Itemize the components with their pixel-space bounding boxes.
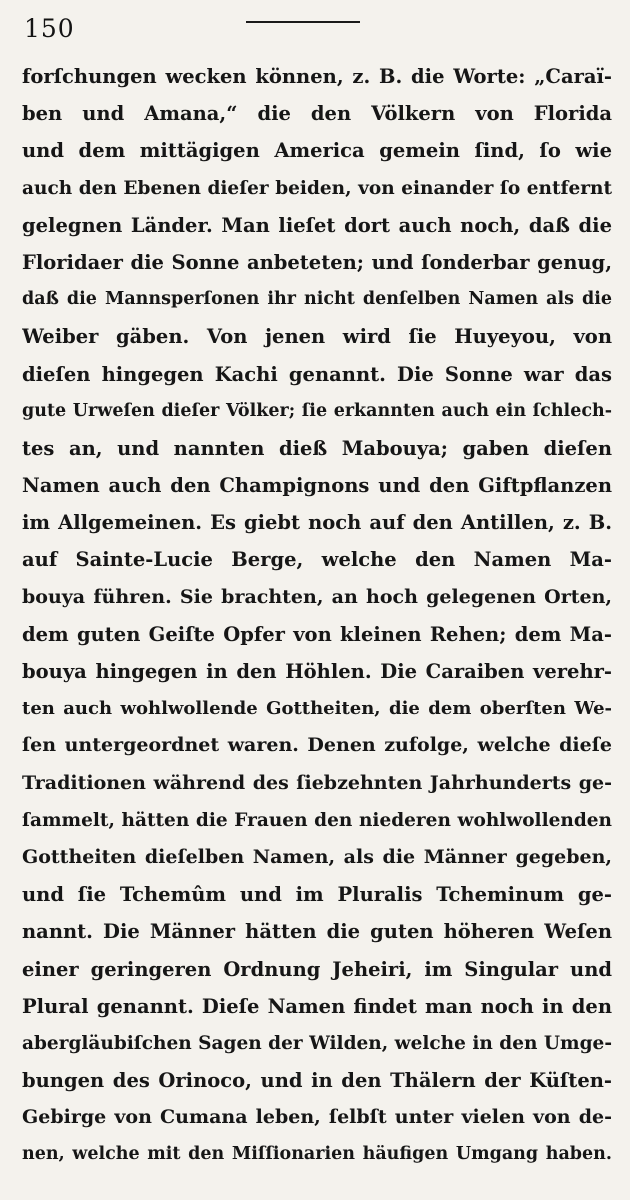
- text-line: Gebirge von Cumana leben, ſelbſt unter vielen von de-: [22, 1106, 612, 1129]
- text-line: nannt. Die Männer hätten die guten höheren Weſen: [22, 920, 612, 944]
- text-line: tes an, und nannten dieß Mabouya; gaben dieſen: [22, 436, 612, 460]
- text-line: forſchungen wecken können, z. B. die Worte: „Caraï-: [22, 65, 612, 88]
- text-line: Weiber gäben. Von jenen wird ſie Huyeyou, von: [22, 325, 612, 349]
- text-line: bouya hingegen in den Höhlen. Die Caraiben verehr-: [22, 660, 612, 683]
- text-line: Traditionen während des ſiebzehnten Jahrhunderts ge-: [22, 771, 612, 794]
- text-line: und dem mittägigen America gemein ſind, ſo wie: [22, 139, 612, 163]
- text-line: gute Urweſen dieſer Völker; ſie erkannten auch ein ſchlech-: [22, 400, 612, 421]
- text-line: im Allgemeinen. Es giebt noch auf den Antillen, z. B.: [22, 511, 612, 535]
- text-line: Namen auch den Champignons und den Giftpflanzen: [22, 474, 612, 498]
- text-line: auch den Ebenen dieſer beiden, von einander ſo entfernt: [22, 177, 612, 199]
- text-line: dem guten Geiſte Opfer von kleinen Rehen; dem Ma-: [22, 622, 612, 646]
- text-line: nen, welche mit den Miſſionarien häufigen Umgang haben.: [22, 1144, 612, 1165]
- text-line: dieſen hingegen Kachi genannt. Die Sonne war das: [22, 362, 612, 386]
- page-number: 150: [24, 14, 75, 43]
- text-line: ben und Amana,“ die den Völkern von Florida: [22, 102, 612, 126]
- header-rule: [246, 21, 360, 23]
- text-line: daß die Mannsperſonen ihr nicht denſelben Namen als die: [22, 289, 612, 310]
- text-line: gelegnen Länder. Man lieſet dort auch noch, daß die: [22, 213, 612, 237]
- text-line: ten auch wohlwollende Gottheiten, die dem oberſten We-: [22, 698, 612, 720]
- text-line: Plural genannt. Dieſe Namen findet man noch in den: [22, 994, 612, 1018]
- text-line: ſammelt, hätten die Frauen den niederen wohlwollenden: [22, 809, 612, 831]
- text-line: einer geringeren Ordnung Jeheiri, im Singular und: [22, 957, 612, 981]
- text-line: ſen untergeordnet waren. Denen zufolge, welche dieſe: [22, 734, 612, 757]
- body-text: [22, 58, 612, 1174]
- text-line: auf Sainte-Lucie Berge, welche den Namen Ma-: [22, 548, 612, 572]
- text-line: abergläubiſchen Sagen der Wilden, welche in den Umge-: [22, 1032, 612, 1054]
- text-line: Floridaer die Sonne anbeteten; und ſonderbar genug,: [22, 250, 612, 274]
- text-line: und ſie Tchemûm und im Pluralis Tcheminum ge-: [22, 883, 612, 907]
- text-line: bungen des Orinoco, und in den Thälern der Küſten-: [22, 1069, 612, 1093]
- text-line: bouya führen. Sie brachten, an hoch gelegenen Orten,: [22, 585, 612, 608]
- text-line: Gottheiten dieſelben Namen, als die Männer gegeben,: [22, 845, 612, 868]
